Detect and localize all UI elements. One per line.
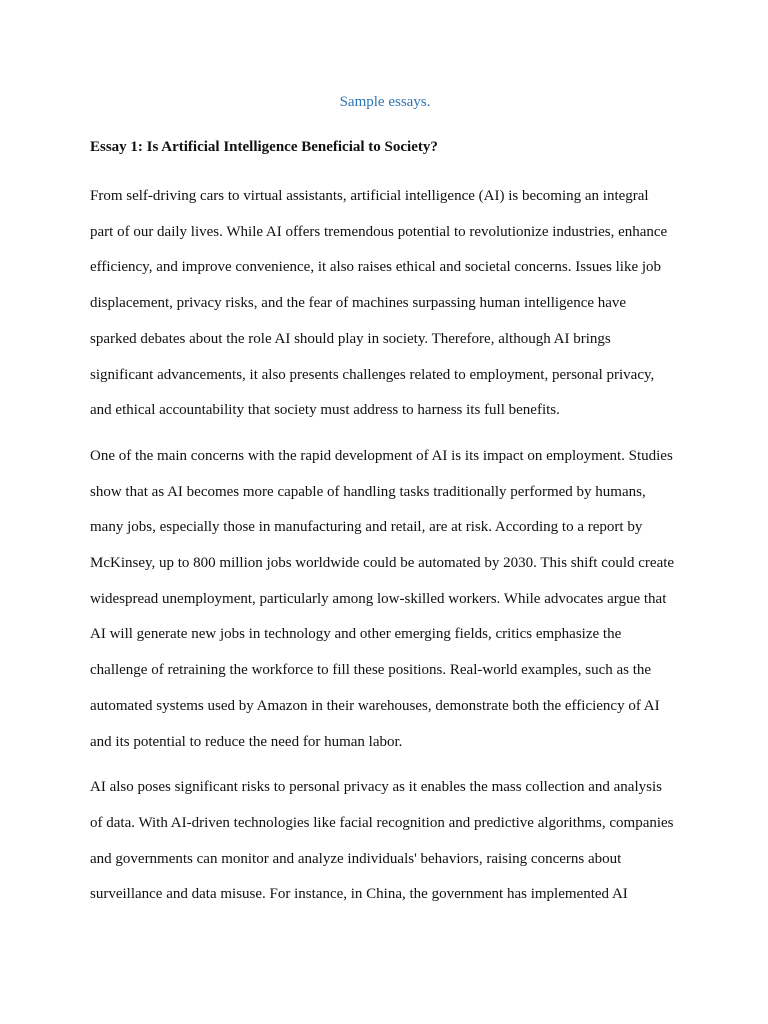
- paragraph-line: many jobs, especially those in manufacturing and retail, are at risk. According to a report by: [90, 519, 643, 536]
- document-page: [90, 88, 680, 923]
- paragraph-line: displacement, privacy risks, and the fear of machines surpassing human intelligence have: [90, 295, 627, 312]
- paragraph-line: From self-driving cars to virtual assistants, artificial intelligence (AI) is becoming an integral: [90, 188, 649, 204]
- paragraph-line: One of the main concerns with the rapid development of AI is its impact on employment. Studies: [90, 447, 673, 464]
- paragraph-line: sparked debates about the role AI should play in society. Therefore, although AI brings: [90, 330, 611, 347]
- paragraph-line: and ethical accountability that society must address to harness its full benefits.: [90, 402, 560, 419]
- paragraph-line: widespread unemployment, particularly among low-skilled workers. While advocates argue that: [90, 590, 667, 607]
- essay-title: Essay 1: Is Artificial Intelligence Beneficial to Society?: [90, 139, 438, 155]
- paragraph-line: significant advancements, it also presents challenges related to employment, personal privacy,: [90, 366, 655, 383]
- paragraph-line: and its potential to reduce the need for human labor.: [90, 733, 403, 750]
- paragraph-line: surveillance and data misuse. For instance, in China, the government has implemented AI: [90, 886, 628, 903]
- paragraph-privacy: [90, 770, 680, 913]
- document-header: Sample essays.: [339, 94, 431, 110]
- paragraph-line: AI also poses significant risks to personal privacy as it enables the mass collection and analysis: [90, 779, 662, 796]
- paragraph-employment: [90, 439, 680, 760]
- paragraph-line: challenge of retraining the workforce to fill these positions. Real-world examples, such as the: [90, 662, 652, 679]
- paragraph-line: automated systems used by Amazon in their warehouses, demonstrate both the efficiency of AI: [90, 697, 660, 714]
- paragraph-line: of data. With AI-driven technologies like facial recognition and predictive algorithms, companies: [90, 814, 674, 831]
- paragraph-intro: [90, 179, 680, 429]
- paragraph-line: and governments can monitor and analyze individuals' behaviors, raising concerns about: [90, 850, 622, 867]
- paragraph-line: AI will generate new jobs in technology and other emerging fields, critics emphasize the: [90, 626, 622, 643]
- paragraph-line: McKinsey, up to 800 million jobs worldwide could be automated by 2030. This shift could create: [90, 555, 675, 572]
- paragraph-line: show that as AI becomes more capable of handling tasks traditionally performed by humans,: [90, 483, 646, 500]
- paragraph-line: part of our daily lives. While AI offers tremendous potential to revolutionize industries, enhance: [90, 223, 668, 240]
- paragraph-line: efficiency, and improve convenience, it also raises ethical and societal concerns. Issues like job: [90, 259, 662, 276]
